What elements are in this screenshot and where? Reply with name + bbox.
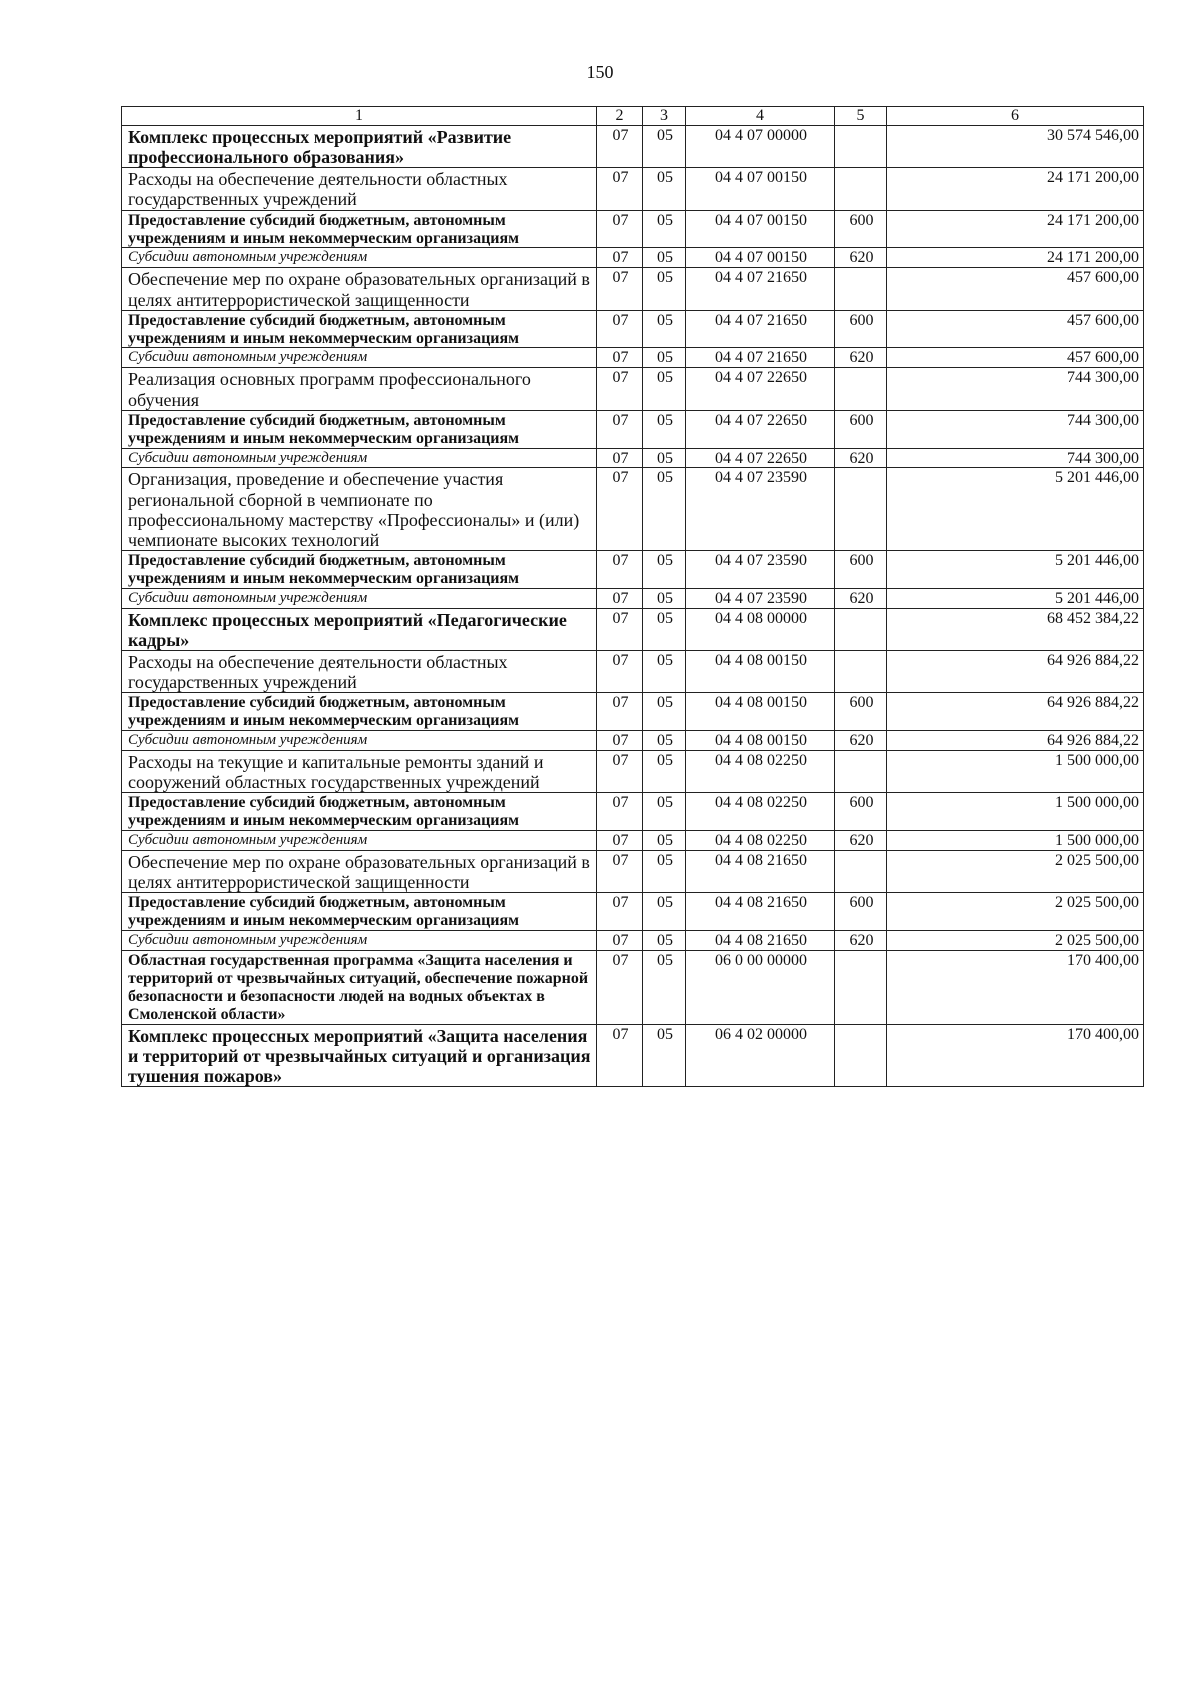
row-target-code-cell: 04 4 08 02250 xyxy=(686,751,835,793)
row-name-cell: Расходы на обеспечение деятельности областных государственных учреждений xyxy=(122,651,597,693)
row-subsection-cell: 05 xyxy=(643,651,686,693)
row-name-cell: Предоставление субсидий бюджетным, автономным учреждениям и иным некоммерческим организациям xyxy=(122,210,597,248)
row-expense-type-cell xyxy=(835,368,887,410)
row-target-code-cell: 04 4 08 21650 xyxy=(686,893,835,931)
row-amount-cell: 5 201 446,00 xyxy=(887,588,1144,608)
row-amount-cell: 24 171 200,00 xyxy=(887,168,1144,210)
row-expense-type-cell: 600 xyxy=(835,310,887,348)
row-subsection-cell: 05 xyxy=(643,310,686,348)
row-target-code-cell: 04 4 07 00150 xyxy=(686,168,835,210)
row-section-cell: 07 xyxy=(597,1024,643,1086)
table-row xyxy=(122,448,1144,468)
row-subsection-cell: 05 xyxy=(643,248,686,268)
row-section-cell: 07 xyxy=(597,951,643,1025)
row-section-cell: 07 xyxy=(597,168,643,210)
table-row xyxy=(122,348,1144,368)
table-row xyxy=(122,793,1144,831)
row-subsection-cell: 05 xyxy=(643,608,686,650)
row-name-cell: Предоставление субсидий бюджетным, автономным учреждениям и иным некоммерческим организациям xyxy=(122,410,597,448)
row-amount-cell: 24 171 200,00 xyxy=(887,248,1144,268)
row-subsection-cell: 05 xyxy=(643,731,686,751)
row-amount-cell: 64 926 884,22 xyxy=(887,693,1144,731)
table-row xyxy=(122,651,1144,693)
row-expense-type-cell: 600 xyxy=(835,893,887,931)
header-cell: 2 xyxy=(597,107,643,126)
row-name-cell: Обеспечение мер по охране образовательных организаций в целях антитеррористической защищенности xyxy=(122,851,597,893)
row-expense-type-cell: 620 xyxy=(835,731,887,751)
header-cell: 4 xyxy=(686,107,835,126)
row-name-cell: Субсидии автономным учреждениям xyxy=(122,931,597,951)
row-subsection-cell: 05 xyxy=(643,348,686,368)
table-row xyxy=(122,310,1144,348)
row-name-cell: Комплекс процессных мероприятий «Развитие профессионального образования» xyxy=(122,126,597,168)
row-expense-type-cell xyxy=(835,168,887,210)
row-amount-cell: 170 400,00 xyxy=(887,1024,1144,1086)
row-section-cell: 07 xyxy=(597,310,643,348)
row-name-cell: Субсидии автономным учреждениям xyxy=(122,731,597,751)
row-expense-type-cell xyxy=(835,751,887,793)
row-section-cell: 07 xyxy=(597,651,643,693)
row-amount-cell: 457 600,00 xyxy=(887,310,1144,348)
table-row xyxy=(122,693,1144,731)
row-target-code-cell: 04 4 07 00000 xyxy=(686,126,835,168)
row-subsection-cell: 05 xyxy=(643,126,686,168)
row-subsection-cell: 05 xyxy=(643,1024,686,1086)
table-row xyxy=(122,468,1144,551)
row-section-cell: 07 xyxy=(597,410,643,448)
row-expense-type-cell: 600 xyxy=(835,693,887,731)
row-section-cell: 07 xyxy=(597,831,643,851)
page-number: 150 xyxy=(586,62,614,82)
row-subsection-cell: 05 xyxy=(643,893,686,931)
row-expense-type-cell: 620 xyxy=(835,931,887,951)
row-subsection-cell: 05 xyxy=(643,368,686,410)
row-amount-cell: 2 025 500,00 xyxy=(887,893,1144,931)
row-section-cell: 07 xyxy=(597,248,643,268)
row-target-code-cell: 04 4 08 00150 xyxy=(686,693,835,731)
row-amount-cell: 64 926 884,22 xyxy=(887,731,1144,751)
row-expense-type-cell: 620 xyxy=(835,448,887,468)
row-section-cell: 07 xyxy=(597,751,643,793)
row-subsection-cell: 05 xyxy=(643,210,686,248)
row-expense-type-cell xyxy=(835,1024,887,1086)
row-subsection-cell: 05 xyxy=(643,468,686,551)
row-expense-type-cell xyxy=(835,651,887,693)
row-target-code-cell: 04 4 08 00000 xyxy=(686,608,835,650)
row-target-code-cell: 04 4 08 02250 xyxy=(686,831,835,851)
row-section-cell: 07 xyxy=(597,851,643,893)
row-amount-cell: 2 025 500,00 xyxy=(887,931,1144,951)
row-expense-type-cell xyxy=(835,468,887,551)
table-row xyxy=(122,126,1144,168)
table-row xyxy=(122,731,1144,751)
row-amount-cell: 30 574 546,00 xyxy=(887,126,1144,168)
row-subsection-cell: 05 xyxy=(643,951,686,1025)
table-row xyxy=(122,168,1144,210)
row-name-cell: Комплекс процессных мероприятий «Педагогические кадры» xyxy=(122,608,597,650)
table-row xyxy=(122,831,1144,851)
row-name-cell: Комплекс процессных мероприятий «Защита населения и территорий от чрезвычайных ситуаций и организация тушения пожаров» xyxy=(122,1024,597,1086)
table-row xyxy=(122,210,1144,248)
table-row xyxy=(122,951,1144,1025)
row-name-cell: Субсидии автономным учреждениям xyxy=(122,588,597,608)
row-amount-cell: 1 500 000,00 xyxy=(887,793,1144,831)
row-amount-cell: 2 025 500,00 xyxy=(887,851,1144,893)
row-subsection-cell: 05 xyxy=(643,793,686,831)
header-cell: 3 xyxy=(643,107,686,126)
row-name-cell: Предоставление субсидий бюджетным, автономным учреждениям и иным некоммерческим организациям xyxy=(122,551,597,589)
row-section-cell: 07 xyxy=(597,931,643,951)
row-section-cell: 07 xyxy=(597,731,643,751)
row-section-cell: 07 xyxy=(597,693,643,731)
row-section-cell: 07 xyxy=(597,468,643,551)
table-row xyxy=(122,248,1144,268)
row-subsection-cell: 05 xyxy=(643,410,686,448)
row-target-code-cell: 04 4 08 02250 xyxy=(686,793,835,831)
row-name-cell: Субсидии автономным учреждениям xyxy=(122,348,597,368)
row-section-cell: 07 xyxy=(597,268,643,310)
row-subsection-cell: 05 xyxy=(643,268,686,310)
table-row xyxy=(122,588,1144,608)
row-section-cell: 07 xyxy=(597,210,643,248)
row-name-cell: Организация, проведение и обеспечение участия региональной сборной в чемпионате по профессиональному мастерству «Профессионалы» и (или) чемпионате высоких технологий xyxy=(122,468,597,551)
row-target-code-cell: 06 4 02 00000 xyxy=(686,1024,835,1086)
row-target-code-cell: 04 4 07 23590 xyxy=(686,468,835,551)
table-row xyxy=(122,1024,1144,1086)
row-target-code-cell: 04 4 07 21650 xyxy=(686,310,835,348)
row-amount-cell: 24 171 200,00 xyxy=(887,210,1144,248)
row-name-cell: Предоставление субсидий бюджетным, автономным учреждениям и иным некоммерческим организациям xyxy=(122,310,597,348)
row-name-cell: Субсидии автономным учреждениям xyxy=(122,831,597,851)
row-expense-type-cell: 620 xyxy=(835,588,887,608)
row-amount-cell: 5 201 446,00 xyxy=(887,551,1144,589)
row-amount-cell: 1 500 000,00 xyxy=(887,751,1144,793)
row-amount-cell: 170 400,00 xyxy=(887,951,1144,1025)
row-expense-type-cell xyxy=(835,851,887,893)
row-name-cell: Предоставление субсидий бюджетным, автономным учреждениям и иным некоммерческим организациям xyxy=(122,893,597,931)
row-expense-type-cell: 600 xyxy=(835,210,887,248)
row-target-code-cell: 04 4 07 21650 xyxy=(686,268,835,310)
table-header-row xyxy=(122,107,1144,126)
row-section-cell: 07 xyxy=(597,551,643,589)
row-name-cell: Предоставление субсидий бюджетным, автономным учреждениям и иным некоммерческим организациям xyxy=(122,693,597,731)
row-amount-cell: 64 926 884,22 xyxy=(887,651,1144,693)
row-subsection-cell: 05 xyxy=(643,588,686,608)
row-expense-type-cell: 600 xyxy=(835,793,887,831)
row-name-cell: Предоставление субсидий бюджетным, автономным учреждениям и иным некоммерческим организациям xyxy=(122,793,597,831)
row-name-cell: Реализация основных программ профессионального обучения xyxy=(122,368,597,410)
row-amount-cell: 457 600,00 xyxy=(887,268,1144,310)
row-target-code-cell: 04 4 08 21650 xyxy=(686,931,835,951)
row-name-cell: Областная государственная программа «Защита населения и территорий от чрезвычайных ситуаций, обеспечение пожарной безопасности и безопасности людей на водных объектах в Смоленской области» xyxy=(122,951,597,1025)
row-section-cell: 07 xyxy=(597,348,643,368)
row-target-code-cell: 04 4 07 23590 xyxy=(686,588,835,608)
row-name-cell: Обеспечение мер по охране образовательных организаций в целях антитеррористической защищенности xyxy=(122,268,597,310)
header-cell: 1 xyxy=(122,107,597,126)
table-row xyxy=(122,851,1144,893)
row-expense-type-cell xyxy=(835,951,887,1025)
budget-table xyxy=(121,106,1144,1087)
row-subsection-cell: 05 xyxy=(643,551,686,589)
row-amount-cell: 1 500 000,00 xyxy=(887,831,1144,851)
row-subsection-cell: 05 xyxy=(643,168,686,210)
row-name-cell: Расходы на текущие и капитальные ремонты зданий и сооружений областных государственных учреждений xyxy=(122,751,597,793)
row-amount-cell: 68 452 384,22 xyxy=(887,608,1144,650)
row-subsection-cell: 05 xyxy=(643,448,686,468)
row-subsection-cell: 05 xyxy=(643,693,686,731)
row-target-code-cell: 06 0 00 00000 xyxy=(686,951,835,1025)
table-row xyxy=(122,608,1144,650)
table-row xyxy=(122,893,1144,931)
row-target-code-cell: 04 4 08 00150 xyxy=(686,731,835,751)
table-row xyxy=(122,268,1144,310)
row-section-cell: 07 xyxy=(597,793,643,831)
table-row xyxy=(122,751,1144,793)
row-target-code-cell: 04 4 07 21650 xyxy=(686,348,835,368)
row-expense-type-cell: 620 xyxy=(835,248,887,268)
row-amount-cell: 457 600,00 xyxy=(887,348,1144,368)
row-amount-cell: 744 300,00 xyxy=(887,368,1144,410)
row-section-cell: 07 xyxy=(597,893,643,931)
row-expense-type-cell: 600 xyxy=(835,410,887,448)
row-subsection-cell: 05 xyxy=(643,851,686,893)
row-target-code-cell: 04 4 07 22650 xyxy=(686,368,835,410)
row-section-cell: 07 xyxy=(597,588,643,608)
budget-table-body xyxy=(122,107,1144,1087)
table-row xyxy=(122,551,1144,589)
row-target-code-cell: 04 4 08 21650 xyxy=(686,851,835,893)
table-row xyxy=(122,368,1144,410)
header-cell: 5 xyxy=(835,107,887,126)
row-target-code-cell: 04 4 07 23590 xyxy=(686,551,835,589)
table-row xyxy=(122,410,1144,448)
row-target-code-cell: 04 4 07 00150 xyxy=(686,210,835,248)
row-expense-type-cell: 620 xyxy=(835,831,887,851)
row-expense-type-cell xyxy=(835,268,887,310)
row-expense-type-cell: 620 xyxy=(835,348,887,368)
row-expense-type-cell xyxy=(835,608,887,650)
table-row xyxy=(122,931,1144,951)
row-expense-type-cell xyxy=(835,126,887,168)
row-name-cell: Расходы на обеспечение деятельности областных государственных учреждений xyxy=(122,168,597,210)
header-cell: 6 xyxy=(887,107,1144,126)
row-subsection-cell: 05 xyxy=(643,751,686,793)
row-subsection-cell: 05 xyxy=(643,831,686,851)
row-subsection-cell: 05 xyxy=(643,931,686,951)
row-target-code-cell: 04 4 07 22650 xyxy=(686,410,835,448)
row-section-cell: 07 xyxy=(597,448,643,468)
row-target-code-cell: 04 4 07 22650 xyxy=(686,448,835,468)
row-target-code-cell: 04 4 08 00150 xyxy=(686,651,835,693)
row-target-code-cell: 04 4 07 00150 xyxy=(686,248,835,268)
row-expense-type-cell: 600 xyxy=(835,551,887,589)
row-section-cell: 07 xyxy=(597,126,643,168)
row-amount-cell: 744 300,00 xyxy=(887,448,1144,468)
row-section-cell: 07 xyxy=(597,368,643,410)
row-amount-cell: 5 201 446,00 xyxy=(887,468,1144,551)
row-section-cell: 07 xyxy=(597,608,643,650)
row-name-cell: Субсидии автономным учреждениям xyxy=(122,248,597,268)
row-amount-cell: 744 300,00 xyxy=(887,410,1144,448)
row-name-cell: Субсидии автономным учреждениям xyxy=(122,448,597,468)
